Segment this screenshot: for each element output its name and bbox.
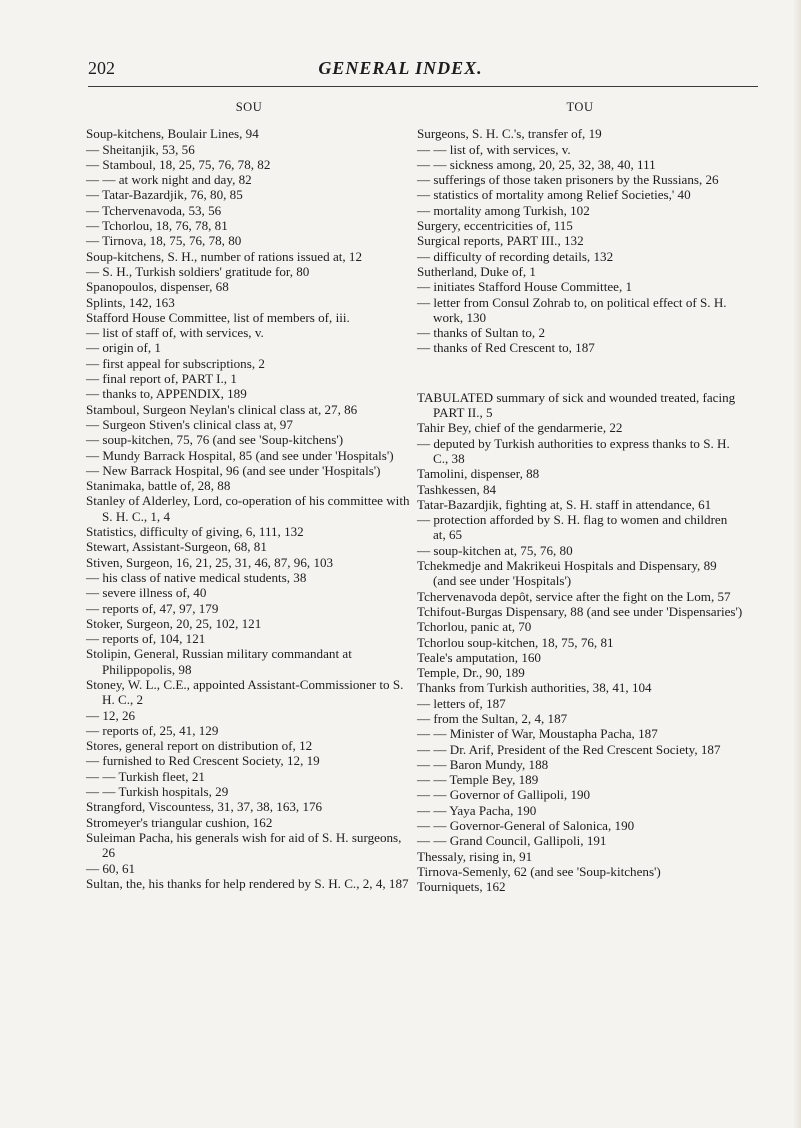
index-entry: Suleiman Pacha, his generals wish for aid of S. H. surgeons, 26 xyxy=(86,829,402,861)
header-rule xyxy=(88,86,758,87)
index-entry: — thanks to, APPENDIX, 189 xyxy=(86,386,247,402)
index-entry: — — Temple Bey, 189 xyxy=(417,772,539,788)
index-entry: — reports of, 25, 41, 129 xyxy=(86,722,219,738)
index-entry: Stolipin, General, Russian military commandant at Philippopolis, 98 xyxy=(86,646,352,677)
right-entry-list xyxy=(417,126,743,894)
index-entry: Soup-kitchens, S. H., number of rations issued at, 12 xyxy=(86,248,363,264)
index-entry: — soup-kitchen, 75, 76 (and see 'Soup-kitchens') xyxy=(86,432,344,448)
index-entry: Tchifout-Burgas Dispensary, 88 (and see under 'Dispensaries') xyxy=(417,603,743,619)
index-entry: Strangford, Viscountess, 31, 37, 38, 163, 176 xyxy=(86,799,323,815)
index-entry: — — Turkish hospitals, 29 xyxy=(86,784,229,800)
index-entry: — soup-kitchen at, 75, 76, 80 xyxy=(417,542,573,558)
index-entry: Tchekmedje and Makrikeui Hospitals and Dispensary, 89 (and see under 'Hospitals') xyxy=(417,558,717,589)
index-entry: — — Minister of War, Moustapha Pacha, 187 xyxy=(417,726,658,742)
page-edge xyxy=(793,0,801,1128)
right-column-heading: TOU xyxy=(566,100,594,114)
index-entry: — — Dr. Arif, President of the Red Crescent Society, 187 xyxy=(417,741,721,757)
index-entry: Thanks from Turkish authorities, 38, 41, 104 xyxy=(417,680,652,696)
index-entry: TABULATED summary of sick and wounded treated, facing PART II., 5 xyxy=(417,389,736,421)
right-column xyxy=(417,100,743,895)
index-entry: — thanks of Red Crescent to, 187 xyxy=(417,340,595,356)
index-entry: Surgeons, S. H. C.'s, transfer of, 19 xyxy=(417,126,602,142)
left-column xyxy=(86,100,412,891)
index-entry: Tashkessen, 84 xyxy=(417,481,497,497)
index-entry: — letters of, 187 xyxy=(417,695,506,711)
index-entry: — — Baron Mundy, 188 xyxy=(417,756,549,772)
index-entry: Stores, general report on distribution of, 12 xyxy=(86,738,313,754)
index-entry: Tchorlou, panic at, 70 xyxy=(417,619,532,635)
index-entry: — — list of, with services, v. xyxy=(417,141,571,157)
index-entry: — Tatar-Bazardjik, 76, 80, 85 xyxy=(86,187,243,203)
index-entry: Sutherland, Duke of, 1 xyxy=(417,263,536,279)
index-entry: Splints, 142, 163 xyxy=(86,294,175,310)
index-entry: — Tchervenavoda, 53, 56 xyxy=(86,202,222,218)
index-entry: — reports of, 47, 97, 179 xyxy=(86,600,219,616)
index-entry: Surgery, eccentricities of, 115 xyxy=(417,218,573,234)
index-entry: — — at work night and day, 82 xyxy=(86,172,252,188)
index-entry: Tirnova-Semenly, 62 (and see 'Soup-kitchens') xyxy=(417,863,661,879)
index-entry: — Mundy Barrack Hospital, 85 (and see under 'Hospitals') xyxy=(86,447,394,463)
index-entry: — Surgeon Stiven's clinical class at, 97 xyxy=(86,416,293,432)
index-entry: — Sheitanjik, 53, 56 xyxy=(86,141,195,157)
index-entry: Temple, Dr., 90, 189 xyxy=(417,665,525,681)
index-entry: — from the Sultan, 2, 4, 187 xyxy=(417,710,568,726)
index-entry: — Tchorlou, 18, 76, 78, 81 xyxy=(86,218,228,234)
index-entry: Stoney, W. L., C.E., appointed Assistant-Commissioner to S. H. C., 2 xyxy=(86,676,404,708)
index-entry: — protection afforded by S. H. flag to women and children at, 65 xyxy=(417,512,728,543)
index-entry: — — Governor-General of Salonica, 190 xyxy=(417,818,635,834)
index-entry: — — Yaya Pacha, 190 xyxy=(417,802,537,818)
index-entry: Tourniquets, 162 xyxy=(417,879,506,895)
index-entry: — — Governor of Gallipoli, 190 xyxy=(417,787,591,803)
index-entry: — — Turkish fleet, 21 xyxy=(86,768,205,784)
index-entry: Tchervenavoda depôt, service after the fight on the Lom, 57 xyxy=(417,588,731,604)
index-entry: — his class of native medical students, 38 xyxy=(86,569,307,585)
page-header xyxy=(0,58,801,84)
page-number: 202 xyxy=(88,58,115,78)
index-entry: — mortality among Turkish, 102 xyxy=(417,202,590,218)
index-entry: Stoker, Surgeon, 20, 25, 102, 121 xyxy=(86,615,262,631)
index-entry: — furnished to Red Crescent Society, 12, 19 xyxy=(86,753,320,769)
index-entry: Stiven, Surgeon, 16, 21, 25, 31, 46, 87, 96, 103 xyxy=(86,554,334,570)
index-entry: Tatar-Bazardjik, fighting at, S. H. staff in attendance, 61 xyxy=(417,496,712,512)
index-entry: Sultan, the, his thanks for help rendered by S. H. C., 2, 4, 187 xyxy=(86,875,409,891)
index-entry: Tamolini, dispenser, 88 xyxy=(417,466,540,482)
index-entry: Tchorlou soup-kitchen, 18, 75, 76, 81 xyxy=(417,634,614,650)
left-entry-list xyxy=(86,126,412,891)
index-entry: — — sickness among, 20, 25, 32, 38, 40, 111 xyxy=(417,156,656,172)
index-entry: — Tirnova, 18, 75, 76, 78, 80 xyxy=(86,233,242,249)
index-entry: — initiates Stafford House Committee, 1 xyxy=(417,279,633,295)
index-entry: — severe illness of, 40 xyxy=(86,585,207,601)
index-entry: — final report of, PART I., 1 xyxy=(86,371,237,387)
index-entry: — sufferings of those taken prisoners by the Russians, 26 xyxy=(417,172,719,188)
index-entry: — S. H., Turkish soldiers' gratitude for, 80 xyxy=(86,263,310,279)
index-entry: Stromeyer's triangular cushion, 162 xyxy=(86,814,273,830)
index-entry: — origin of, 1 xyxy=(86,340,161,356)
index-entry: — Stamboul, 18, 25, 75, 76, 78, 82 xyxy=(86,156,271,172)
index-entry: Soup-kitchens, Boulair Lines, 94 xyxy=(86,126,259,142)
index-entry: — statistics of mortality among Relief Societies,' 40 xyxy=(417,187,691,203)
index-entry: Tahir Bey, chief of the gendarmerie, 22 xyxy=(417,420,623,436)
index-entry: — first appeal for subscriptions, 2 xyxy=(86,355,265,371)
index-entry: Stafford House Committee, list of members of, iii. xyxy=(86,309,350,325)
index-entry: — list of staff of, with services, v. xyxy=(86,325,264,341)
index-entry: Stamboul, Surgeon Neylan's clinical class at, 27, 86 xyxy=(86,401,358,417)
index-entry: Thessaly, rising in, 91 xyxy=(417,848,533,864)
index-entry: — reports of, 104, 121 xyxy=(86,631,206,647)
index-entry: — New Barrack Hospital, 96 (and see under 'Hospitals') xyxy=(86,462,381,478)
index-entry: Teale's amputation, 160 xyxy=(417,649,541,665)
index-entry: — — Grand Council, Gallipoli, 191 xyxy=(417,833,607,849)
running-head: GENERAL INDEX. xyxy=(318,58,483,78)
index-entry: Stanimaka, battle of, 28, 88 xyxy=(86,478,231,494)
index-entry: — deputed by Turkish authorities to express thanks to S. H. C., 38 xyxy=(417,435,730,466)
index-entry: — 60, 61 xyxy=(86,860,136,876)
left-column-heading: SOU xyxy=(235,100,263,114)
index-entry: Statistics, difficulty of giving, 6, 111, 132 xyxy=(86,524,304,540)
index-entry: — difficulty of recording details, 132 xyxy=(417,248,614,264)
index-entry: — thanks of Sultan to, 2 xyxy=(417,325,546,341)
index-entry: Stewart, Assistant-Surgeon, 68, 81 xyxy=(86,539,267,555)
index-entry: Spanopoulos, dispenser, 68 xyxy=(86,279,229,295)
index-entry: — 12, 26 xyxy=(86,707,136,723)
index-entry: Surgical reports, PART III., 132 xyxy=(417,233,584,249)
index-entry: Stanley of Alderley, Lord, co-operation of his committee with S. H. C., 1, 4 xyxy=(86,493,410,524)
index-entry: — letter from Consul Zohrab to, on political effect of S. H. work, 130 xyxy=(417,294,727,325)
